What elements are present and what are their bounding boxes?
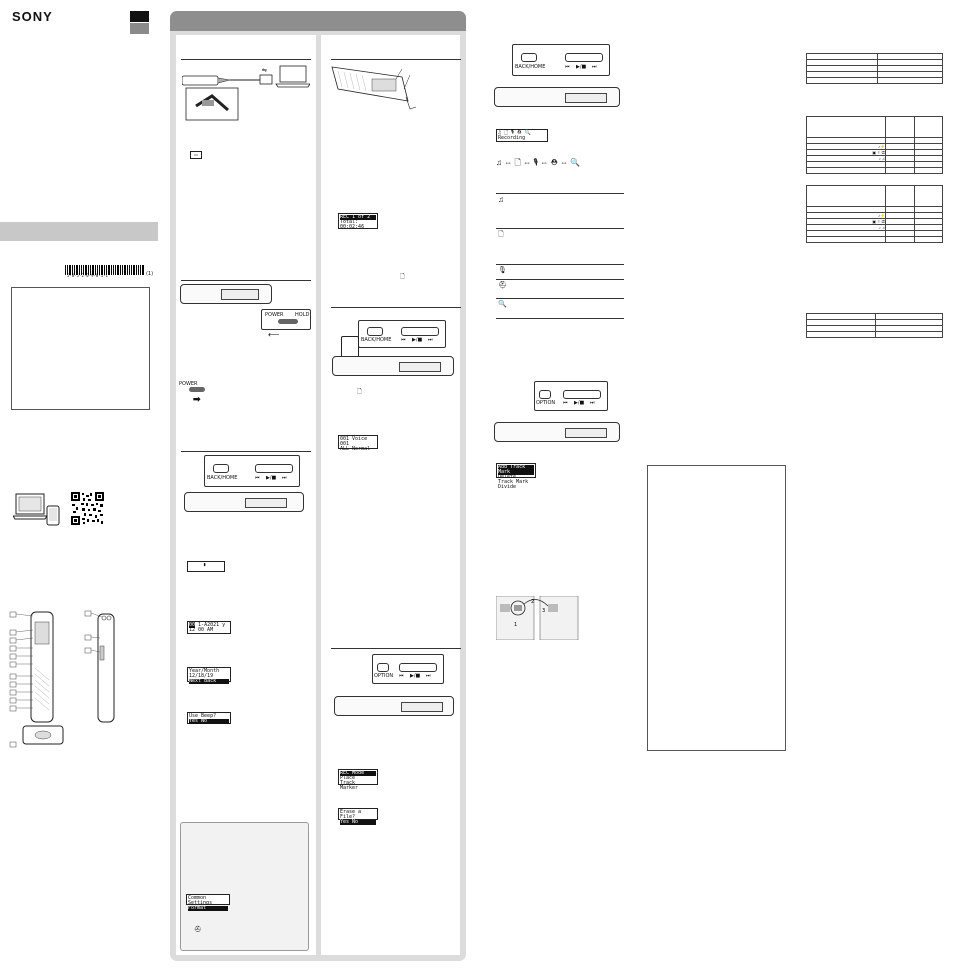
section-rule-2 (181, 280, 311, 281)
music-icon-row: ♫ (498, 195, 504, 204)
power-label: POWER (265, 312, 284, 318)
device-top-view-6 (494, 422, 620, 442)
transport-buttons-4[interactable] (565, 53, 603, 62)
transport-buttons-3[interactable] (399, 663, 437, 672)
table-rule-1 (496, 193, 624, 194)
toolbox-icon: ⛑ (194, 927, 202, 933)
table-rule-2 (496, 228, 624, 229)
next-label-4: ⏭ (592, 64, 597, 70)
transport-buttons-2[interactable] (401, 327, 439, 336)
notice-box (11, 287, 150, 410)
qr-code[interactable] (71, 492, 104, 525)
prev-label-3: ⏮ (399, 673, 404, 679)
option-button[interactable] (377, 663, 389, 672)
play-label-4: ▶/■ (576, 64, 587, 70)
color-tile-gray (130, 23, 149, 34)
usb-icon-small: ▭ (190, 151, 202, 159)
barcode-number: 5-0-5-2-0-9-8-1-1 (67, 273, 108, 278)
prev-label-4: ⏮ (565, 64, 570, 70)
lcd-clock: 00 1-A2021 y 12 00 AM (187, 621, 231, 634)
device-display-3 (399, 362, 441, 372)
option-label: OPTION (374, 673, 394, 679)
usb-connection-diagram (182, 62, 310, 122)
home-menu-icons-row: ♫ ⇔ 🗋 ⇔ 🎙 ⇔ ⛑ ⇔ 🔍 (496, 158, 581, 167)
file-icon: 🗋 (514, 158, 521, 167)
svg-text:3: 3 (542, 608, 546, 614)
music-icon: ♫ (496, 158, 502, 167)
arrow-left-icon: ⟵ (268, 330, 280, 339)
lcd-track-ops: Add Track Mark Delete Track Mark Divide (496, 463, 536, 478)
prev-label: ⏮ (255, 475, 260, 481)
lcd-recording-stats: REC 1 of 2 Total: 00:02:46 (338, 213, 378, 229)
power-hold-switch-callout (261, 309, 311, 330)
section-rule-6 (331, 648, 461, 649)
play-label-3: ▶/■ (410, 673, 421, 679)
next-label-5: ⏭ (590, 400, 595, 406)
controls-callout-1 (204, 455, 300, 487)
svg-text:1: 1 (514, 622, 518, 628)
prev-label-5: ⏮ (563, 400, 568, 406)
search-icon-row: 🔍 (498, 301, 507, 308)
play-label-2: ▶/■ (412, 337, 423, 343)
hold-label: HOLD (295, 312, 310, 318)
lcd-time-setting: Year/Month 12/18/19 Next Back (187, 667, 231, 682)
laptop-phone-illustration (13, 492, 63, 526)
device-angled-diagram (330, 61, 420, 121)
back-home-button-2[interactable] (367, 327, 383, 336)
controls-callout-4 (512, 44, 610, 76)
back-home-label-3: BACK/HOME (515, 64, 546, 70)
controls-callout-3 (372, 654, 444, 684)
mic-icon-row: 🎙 (498, 267, 507, 274)
barcode-suffix: (1) (146, 271, 154, 277)
mic-icon: 🎙 (533, 158, 538, 167)
svg-text:⇋: ⇋ (262, 67, 268, 74)
panel-header-bar (170, 11, 466, 31)
spec-table-3: ♪⚡ ▣ ⚐ ⎚ ♪ ♫ (806, 185, 943, 243)
device-top-view (180, 284, 272, 304)
title-band (0, 222, 158, 241)
device-side-diagram (84, 608, 124, 726)
device-display-5 (565, 93, 607, 103)
section-rule-5 (331, 307, 461, 308)
back-home-label: BACK/HOME (207, 475, 238, 481)
transport-buttons[interactable] (255, 464, 293, 473)
toolbox-icon-row: ⛑ (550, 158, 558, 167)
next-label-3: ⏭ (426, 673, 431, 679)
toolbox-icon-row-2: ⛑ (498, 282, 507, 289)
play-label: ▶/■ (266, 475, 277, 481)
doc-icon-2: 🗋 (357, 388, 362, 395)
back-home-button-3[interactable] (521, 53, 537, 62)
controls-callout-5 (534, 381, 608, 411)
table-rule-3 (496, 264, 624, 265)
option-label-2: OPTION (536, 400, 556, 406)
barcode (65, 262, 145, 272)
lcd-erase-confirm: Erase a File? Yes No (338, 808, 378, 820)
option-button-2[interactable] (539, 390, 551, 399)
power-slider[interactable] (278, 319, 298, 324)
lcd-file-info: 001 Voice 001 ALL Normal (338, 435, 378, 449)
color-tile-black (130, 11, 149, 22)
transport-buttons-5[interactable] (563, 390, 601, 399)
device-front-diagram (9, 608, 69, 748)
svg-text:2: 2 (531, 599, 535, 605)
table-rule-6 (496, 318, 624, 319)
device-display-6 (565, 428, 607, 438)
section-rule-1 (181, 59, 311, 60)
next-label-2: ⏭ (428, 337, 433, 343)
lcd-beep-confirm: Use Beep? Yes No (187, 712, 231, 724)
controls-callout-2 (358, 320, 446, 348)
device-display-2 (245, 498, 287, 508)
spec-table-2: ♪⚡ ▣ ⚐ ⎚ ♪ ♫ (806, 116, 943, 174)
spec-table-4 (806, 313, 943, 338)
section-rule-3 (181, 451, 311, 452)
device-top-view-3 (332, 356, 454, 376)
back-home-label-2: BACK/HOME (361, 337, 392, 343)
spec-table-1 (806, 53, 943, 84)
lcd-battery: ▮ (187, 561, 225, 572)
warning-box (647, 465, 786, 751)
arrow-right-icon: ➡ (193, 394, 201, 404)
file-icon-row: 🗋 (498, 231, 504, 238)
play-label-5: ▶/■ (574, 400, 585, 406)
table-rule-5 (496, 298, 624, 299)
back-home-button[interactable] (213, 464, 229, 473)
device-top-view-4 (334, 696, 454, 716)
section-rule-4 (331, 59, 461, 60)
device-top-view-2 (184, 492, 304, 512)
doc-icon: 🗋 (400, 273, 405, 280)
lcd-common-settings: Common Settings Format (186, 894, 230, 905)
lcd-home-menu: ♫ 🗋 🎙 ⛑ 🔍 Recording (496, 129, 548, 142)
power-switch-small: POWER (179, 381, 215, 394)
device-display (221, 289, 259, 300)
sony-logo: SONY (12, 9, 53, 24)
prev-label-2: ⏮ (401, 337, 406, 343)
lcd-option-menu: REC Mode Place Track Marker (338, 769, 378, 785)
table-rule-4 (496, 279, 624, 280)
device-display-4 (401, 702, 443, 712)
search-icon: 🔍 (570, 158, 581, 167)
power-slider-small (189, 387, 205, 392)
device-top-view-5 (494, 87, 620, 107)
file-transfer-diagram (496, 596, 580, 640)
next-label: ⏭ (282, 475, 287, 481)
